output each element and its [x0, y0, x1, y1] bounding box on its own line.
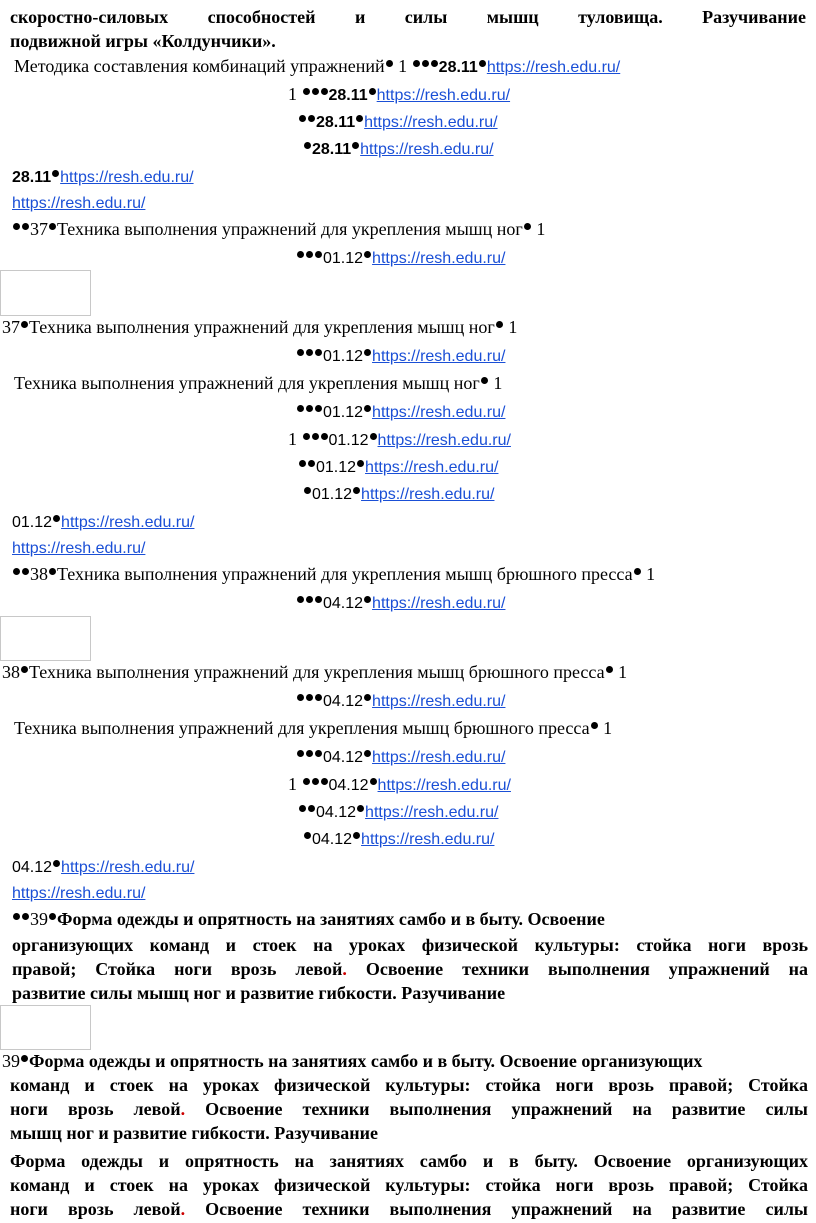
bullet-icon	[422, 60, 429, 67]
bullet-icon	[352, 142, 359, 149]
red-dot: .	[180, 1199, 186, 1219]
bullet-icon	[13, 913, 20, 920]
bullet-icon	[306, 750, 313, 757]
bullet-icon	[49, 568, 56, 575]
b3-row-title	[12, 563, 655, 585]
bullet-icon	[312, 778, 319, 785]
intro-line-2: подвижной игры «Колдунчики».	[10, 31, 276, 51]
lesson-title: Методика составления комбинаций упражнений	[14, 56, 385, 76]
bullet-icon	[297, 694, 304, 701]
intro-line-1: скоростно-силовых способностей и силы мышц туловища. Разучивание	[10, 7, 806, 27]
b3-row-6	[296, 745, 505, 769]
bullet-icon	[21, 1055, 28, 1062]
bullet-icon	[524, 223, 531, 230]
empty-cell-box	[0, 616, 91, 661]
resh-link[interactable]: https://resh.edu.ru/	[60, 169, 194, 186]
b2-row-6	[296, 400, 505, 424]
bullet-icon	[356, 115, 363, 122]
lesson-date: 04.12	[323, 595, 364, 612]
b4-q-line-4: мышц ног и развитие гибкости. Разучивание	[10, 1123, 379, 1143]
bullet-icon	[364, 750, 371, 757]
bullet-icon	[303, 778, 310, 785]
bullet-icon	[306, 405, 313, 412]
bullet-icon	[364, 349, 371, 356]
lesson-date: 01.12	[312, 486, 353, 503]
resh-link[interactable]: https://resh.edu.ru/	[61, 859, 195, 876]
b1-row-6	[12, 191, 145, 215]
resh-link[interactable]: https://resh.edu.ru/	[372, 404, 506, 421]
bullet-icon	[297, 251, 304, 258]
b1-row-4	[303, 137, 494, 161]
resh-link[interactable]: https://resh.edu.ru/	[372, 749, 506, 766]
lesson-hours: 1	[603, 718, 613, 738]
red-dot: .	[180, 1099, 186, 1119]
lesson-hours: 1	[508, 317, 518, 337]
lesson-title: Техника выполнения упражнений для укрепления мышц брюшного пресса	[14, 718, 590, 738]
lesson-hours: 1	[398, 56, 408, 76]
b2-row-4	[296, 344, 505, 368]
bullet-icon	[297, 750, 304, 757]
b4-r-line-2: команд и стоек на уроках физической культуры: стойка ноги врозь правой; Стойка	[10, 1175, 808, 1195]
resh-link[interactable]: https://resh.edu.ru/	[361, 486, 495, 503]
b2-row-title	[12, 218, 545, 240]
resh-link[interactable]: https://resh.edu.ru/	[376, 87, 511, 104]
bullet-icon	[13, 568, 20, 575]
bullet-icon	[369, 88, 376, 95]
bullet-icon	[496, 321, 503, 328]
resh-link[interactable]: https://resh.edu.ru/	[12, 885, 146, 902]
bullet-icon	[299, 115, 306, 122]
bullet-icon	[306, 251, 313, 258]
bullet-icon	[308, 805, 315, 812]
bullet-icon	[49, 223, 56, 230]
lesson-hours: 1	[493, 373, 503, 393]
b3-row-8	[298, 800, 498, 824]
resh-link[interactable]: https://resh.edu.ru/	[365, 459, 499, 476]
bullet-icon	[304, 832, 311, 839]
bullet-icon	[591, 722, 598, 729]
bullet-icon	[315, 694, 322, 701]
lesson-date: 28.11	[328, 87, 368, 104]
b1-row-2	[288, 83, 510, 107]
b2-row-9	[303, 482, 494, 506]
bullet-icon	[370, 433, 377, 440]
lesson-date: 01.12	[323, 404, 364, 421]
lesson-text: Освоение техники выполнения упражнений на развитие силы	[185, 1099, 808, 1119]
bullet-icon	[22, 568, 29, 575]
resh-link[interactable]: https://resh.edu.ru/	[365, 804, 499, 821]
bullet-icon	[297, 596, 304, 603]
bullet-icon	[312, 88, 319, 95]
b3-row-4	[296, 689, 505, 713]
bullet-icon	[364, 251, 371, 258]
lesson-number: 39	[30, 909, 48, 929]
lesson-date: 04.12	[328, 777, 369, 794]
lesson-date: 04.12	[12, 859, 53, 876]
resh-link[interactable]: https://resh.edu.ru/	[372, 693, 506, 710]
bullet-icon	[306, 694, 313, 701]
resh-link[interactable]: https://resh.edu.ru/	[372, 595, 506, 612]
lesson-hours: 1	[288, 774, 297, 794]
resh-link[interactable]: https://resh.edu.ru/	[372, 250, 506, 267]
b3-row-10	[12, 855, 194, 879]
lesson-date: 04.12	[316, 804, 357, 821]
resh-link[interactable]: https://resh.edu.ru/	[12, 540, 146, 557]
empty-cell-box	[0, 270, 91, 316]
resh-link[interactable]: https://resh.edu.ru/	[364, 114, 498, 131]
bullet-icon	[308, 460, 315, 467]
resh-link[interactable]: https://resh.edu.ru/	[372, 348, 506, 365]
lesson-date: 01.12	[328, 432, 369, 449]
lesson-text: Форма одежды и опрятность на занятиях самбо и в быту. Освоение организующих	[29, 1051, 703, 1071]
b4-q-line-1	[2, 1050, 702, 1072]
b4-line-3	[12, 958, 808, 980]
b3-row-7	[288, 773, 511, 797]
bullet-icon	[21, 666, 28, 673]
red-dot: .	[342, 959, 347, 979]
b1-row-title	[14, 55, 620, 79]
lesson-text: ноги врозь левой	[10, 1199, 181, 1219]
b2-row-2	[296, 246, 505, 270]
b4-line-2: организующих команд и стоек на уроках физической культуры: стойка ноги врозь	[12, 935, 808, 955]
bullet-icon	[370, 778, 377, 785]
bullet-icon	[315, 251, 322, 258]
lesson-number: 37	[30, 219, 48, 239]
bullet-icon	[357, 805, 364, 812]
bullet-icon	[52, 170, 59, 177]
b4-line-4: развитие силы мышц ног и развитие гибкости. Разучивание	[12, 983, 506, 1003]
resh-link[interactable]: https://resh.edu.ru/	[486, 59, 621, 76]
resh-link[interactable]: https://resh.edu.ru/	[12, 195, 146, 212]
bullet-icon	[413, 60, 420, 67]
b1-row-3	[298, 110, 498, 134]
bullet-icon	[13, 223, 20, 230]
lesson-title: Техника выполнения упражнений для укрепления мышц брюшного пресса	[57, 564, 633, 584]
bullet-icon	[315, 349, 322, 356]
b3-row-5	[14, 717, 612, 739]
bullet-icon	[53, 515, 60, 522]
lesson-text: правой; Стойка ноги врозь левой	[12, 959, 343, 979]
bullet-icon	[364, 694, 371, 701]
bullet-icon	[321, 778, 328, 785]
resh-link[interactable]: https://resh.edu.ru/	[61, 514, 195, 531]
bullet-icon	[364, 405, 371, 412]
b2-row-5	[14, 372, 502, 394]
lesson-hours: 1	[288, 429, 297, 449]
bullet-icon	[353, 487, 360, 494]
lesson-hours: 1	[536, 219, 546, 239]
bullet-icon	[304, 487, 311, 494]
lesson-number: 38	[2, 662, 20, 682]
lesson-date: 28.11	[12, 169, 52, 186]
b2-row-3	[2, 316, 517, 338]
lesson-hours: 1	[618, 662, 628, 682]
b4-q-line-2: команд и стоек на уроках физической культуры: стойка ноги врозь правой; Стойка	[10, 1075, 808, 1095]
b4-r-line-3	[10, 1198, 808, 1220]
lesson-title: Техника выполнения упражнений для укрепления мышц ног	[29, 317, 495, 337]
bullet-icon	[53, 860, 60, 867]
bullet-icon	[364, 596, 371, 603]
lesson-date: 01.12	[323, 250, 364, 267]
b2-row-8	[298, 455, 498, 479]
b3-row-11	[12, 881, 145, 905]
bullet-icon	[299, 460, 306, 467]
bullet-icon	[606, 666, 613, 673]
lesson-number: 38	[30, 564, 48, 584]
bullet-icon	[49, 913, 56, 920]
bullet-icon	[299, 805, 306, 812]
bullet-icon	[353, 832, 360, 839]
b4-q-line-3	[10, 1098, 808, 1120]
bullet-icon	[312, 433, 319, 440]
lesson-title: Техника выполнения упражнений для укрепления мышц ног	[57, 219, 523, 239]
bullet-icon	[634, 568, 641, 575]
lesson-date: 28.11	[438, 59, 478, 76]
b3-row-9	[303, 827, 494, 851]
bullet-icon	[303, 433, 310, 440]
b1-row-5	[12, 165, 194, 189]
lesson-number: 39	[2, 1051, 20, 1071]
bullet-icon	[22, 913, 29, 920]
bullet-icon	[321, 433, 328, 440]
bullet-icon	[481, 377, 488, 384]
lesson-title: Техника выполнения упражнений для укрепления мышц брюшного пресса	[29, 662, 605, 682]
lesson-date: 04.12	[323, 693, 364, 710]
bullet-icon	[315, 596, 322, 603]
bullet-icon	[308, 115, 315, 122]
b3-row-3	[2, 661, 627, 683]
lesson-text: ноги врозь левой	[10, 1099, 181, 1119]
bullet-icon	[303, 88, 310, 95]
lesson-text: Форма одежды и опрятность на занятиях самбо и в быту. Освоение	[57, 909, 605, 929]
resh-link[interactable]: https://resh.edu.ru/	[361, 831, 495, 848]
bullet-icon	[306, 596, 313, 603]
lesson-date: 01.12	[12, 514, 53, 531]
lesson-number: 37	[2, 317, 20, 337]
lesson-date: 01.12	[323, 348, 364, 365]
bullet-icon	[297, 349, 304, 356]
bullet-icon	[357, 460, 364, 467]
lesson-date: 01.12	[316, 459, 357, 476]
b2-row-11	[12, 536, 145, 560]
bullet-icon	[21, 321, 28, 328]
bullet-icon	[386, 60, 393, 67]
b2-row-10	[12, 510, 194, 534]
b3-row-2	[296, 591, 505, 615]
bullet-icon	[297, 405, 304, 412]
lesson-date: 28.11	[316, 114, 356, 131]
bullet-icon	[304, 142, 311, 149]
empty-cell-box	[0, 1005, 91, 1050]
lesson-title: Техника выполнения упражнений для укрепления мышц ног	[14, 373, 480, 393]
lesson-hours: 1	[646, 564, 656, 584]
bullet-icon	[306, 349, 313, 356]
bullet-icon	[315, 750, 322, 757]
lesson-text: Освоение техники выполнения упражнений на развитие силы	[185, 1199, 808, 1219]
lesson-date: 04.12	[323, 749, 364, 766]
bullet-icon	[321, 88, 328, 95]
lesson-text: Освоение техники выполнения упражнений на	[346, 959, 809, 979]
bullet-icon	[315, 405, 322, 412]
resh-link[interactable]: https://resh.edu.ru/	[360, 141, 494, 158]
bullet-icon	[431, 60, 438, 67]
bullet-icon	[479, 60, 486, 67]
resh-link[interactable]: https://resh.edu.ru/	[377, 777, 511, 794]
b4-line-1	[12, 908, 605, 930]
b2-row-7	[288, 428, 511, 452]
lesson-date: 04.12	[312, 831, 353, 848]
lesson-date: 28.11	[312, 141, 352, 158]
resh-link[interactable]: https://resh.edu.ru/	[377, 432, 511, 449]
lesson-hours: 1	[288, 84, 297, 104]
b4-r-line-1: Форма одежды и опрятность на занятиях самбо и в быту. Освоение организующих	[10, 1151, 808, 1171]
bullet-icon	[22, 223, 29, 230]
